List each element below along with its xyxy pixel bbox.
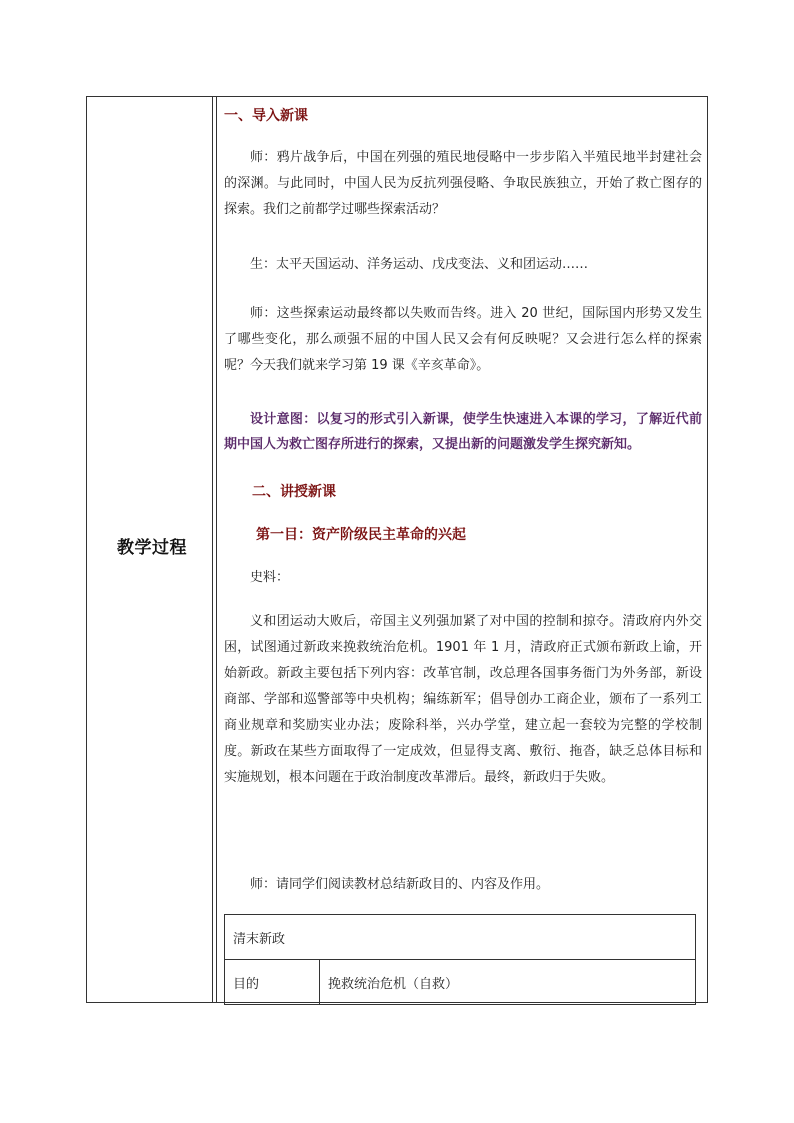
reform-table xyxy=(224,914,696,1005)
section1-heading: 一、导入新课 xyxy=(224,108,308,124)
reform-table-row1-value: 挽救统治危机（自救） xyxy=(320,960,696,1005)
source-text: 义和团运动大败后，帝国主义列强加紧了对中国的控制和掠夺。清政府内外交困，试图通过新政来挽救统治危机。1901 年 1 月，清政府正式颁布新政上谕，开始新政。新政主要包括下列内容：改革官制，改总理各国事务衙门为外务部，新设商部、学部和巡警部等中央机构；编练新军；倡导创办工商企业，颁布了一系列工商业规章和奖励实业办法；废除科举，兴办学堂，建立起一套较为完整的学校制度。新政在某些方面取得了一定成效，但显得支离、敷衍、拖沓，缺乏总体目标和实施规划，根本问题在于政治制度改革滞后。最终，新政归于失败。 xyxy=(224,614,702,785)
section2-subheading: 第一目：资产阶级民主革命的兴起 xyxy=(256,527,466,543)
design-intent: 设计意图：以复习的形式引入新课，使学生快速进入本课的学习，了解近代前期中国人为救亡图存所进行的探索，又提出新的问题激发学生探究新知。 xyxy=(224,412,702,452)
left-label-cell xyxy=(87,97,217,1002)
source-label: 史料： xyxy=(250,570,290,585)
teacher-paragraph-1: 师：鸦片战争后，中国在列强的殖民地侵略中一步步陷入半殖民地半封建社会的深渊。与此同时，中国人民为反抗列强侵略、争取民族独立，开始了救亡图存的探索。我们之前都学过哪些探索活动？ xyxy=(224,150,702,217)
reform-table-row1-label: 目的 xyxy=(225,960,320,1005)
left-label: 教学过程 xyxy=(117,538,187,558)
teacher-paragraph-2: 师：这些探索运动最终都以失败而告终。进入 20 世纪，国际国内形势又发生了哪些变化，那么顽强不屈的中国人民又会有何反映呢？又会进行怎么样的探索呢？今天我们就来学习第 19 课《辛亥革命》。 xyxy=(224,306,702,373)
section2-heading: 二、讲授新课 xyxy=(252,484,336,500)
lesson-table xyxy=(86,96,708,1003)
teacher-paragraph-3: 师：请同学们阅读教材总结新政目的、内容及作用。 xyxy=(250,877,550,892)
reform-table-title: 清末新政 xyxy=(225,915,696,960)
student-paragraph-1: 生：太平天国运动、洋务运动、戊戌变法、义和团运动…… xyxy=(250,257,589,272)
